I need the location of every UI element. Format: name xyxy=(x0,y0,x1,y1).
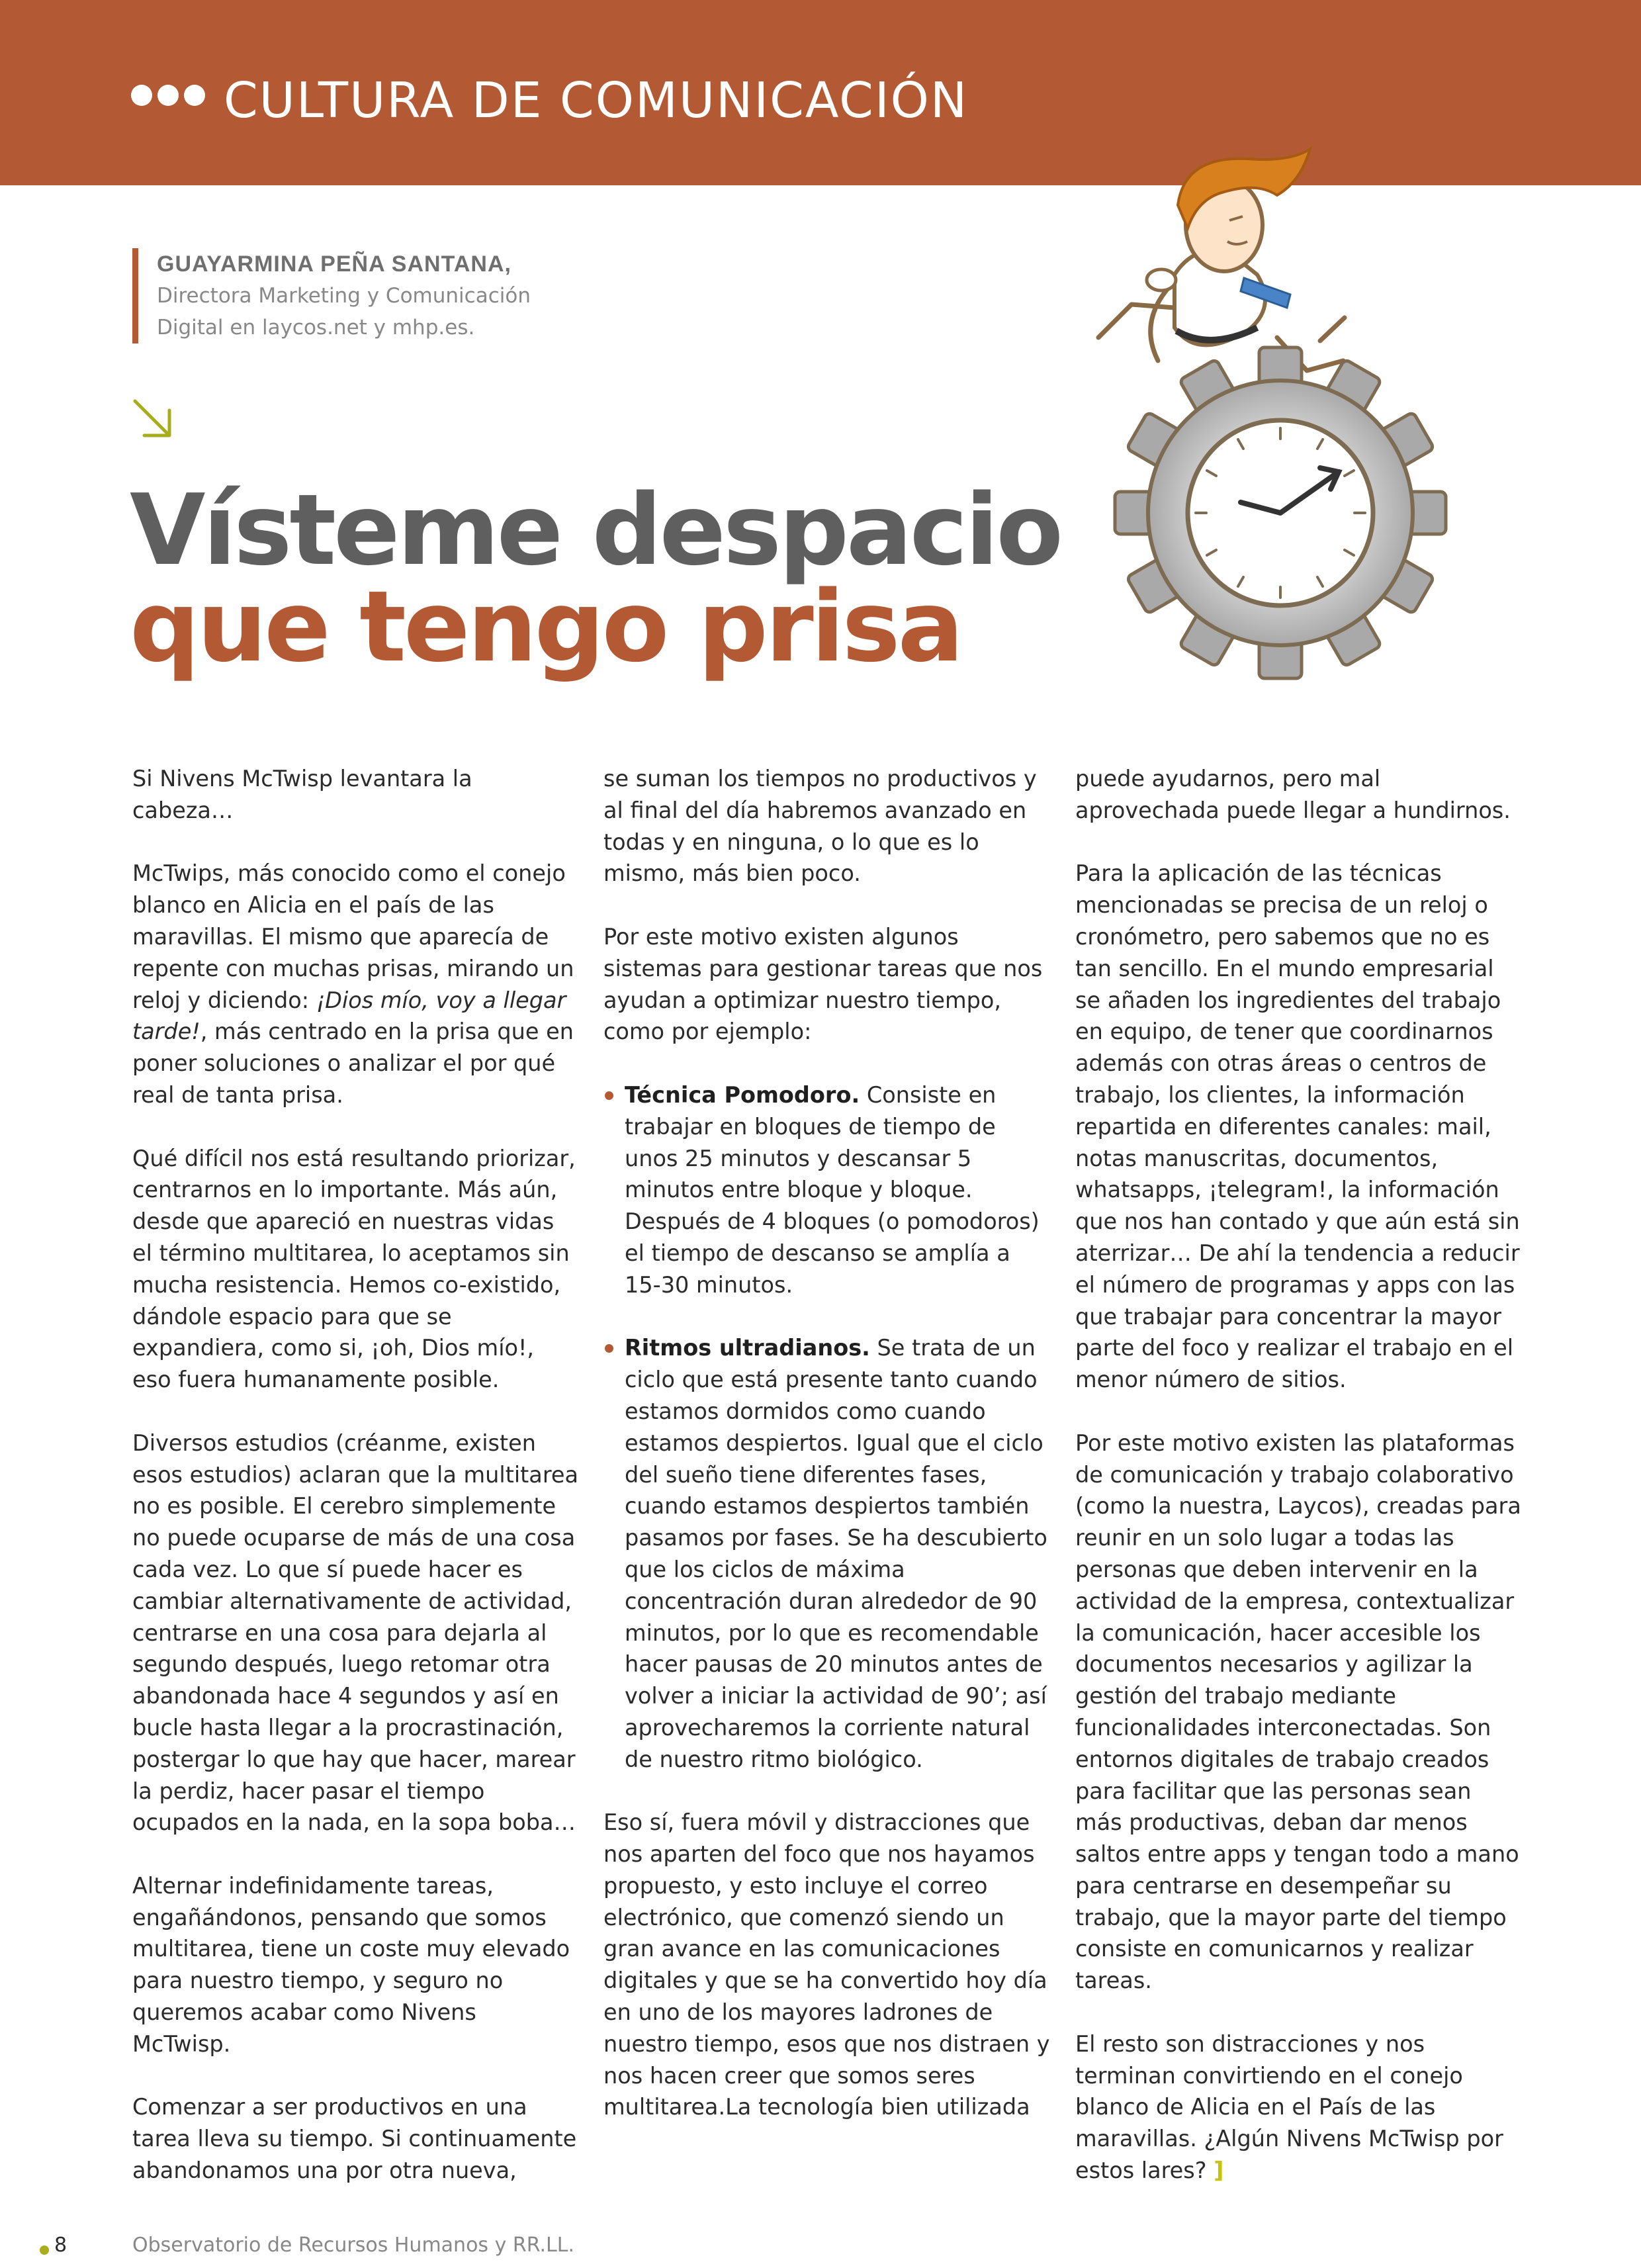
paragraph: Diversos estudios (créanme, existen esos estudios) aclaran que la multitarea no es posible. El cerebro simplemente no puede ocuparse de más de una cosa cada vez. Lo que sí puede hacer es cambiar alternativamente de actividad, centrarse en una cosa para dejarla al segundo después, luego retomar otra abandonada hace 4 segundos y así en bucle hasta llegar a la procrastinación, postergar lo que hay que hacer, marear la perdiz, hacer pasar el tiempo ocupados en la nada, en la sopa boba… xyxy=(132,1429,578,1836)
bullet-title: Ritmos ultradianos. xyxy=(625,1335,870,1361)
paragraph: McTwips, más conocido como el conejo blanco en Alicia en el país de las maravillas. El mismo que aparecía de repente con muchas prisas, mirando un reloj y diciendo: ¡Dios mío, voy a llegar tarde!, más centrado en la prisa que en poner soluciones o analizar el por qué real de tanta prisa. xyxy=(132,860,574,1108)
paragraph: Por este motivo existen algunos sistemas para gestionar tareas que nos ayudan a optimizar nuestro tiempo, como por ejemplo: xyxy=(603,923,1043,1045)
paragraph: Para la aplicación de las técnicas mencionadas se precisa de un reloj o cronómetro, pero sabemos que no es tan sencillo. En el mundo empresarial se añaden los ingredientes del trabajo en equipo, de tener que coordinarnos además con otras áreas o centros de trabajo, los clientes, la información repartida en diferentes canales: mail, notas manuscritas, documentos, whatsapps, ¡telegram!, la información que nos han contado y que aún está sin aterrizar… De ahí la tendencia a reducir el número de programas y apps con las que trabajar para concentrar la mayor parte del foco y realizar el trabajo en el menor número de sitios. xyxy=(1075,860,1520,1393)
bullet-title: Técnica Pomodoro. xyxy=(625,1081,860,1108)
article-column-3 xyxy=(1075,763,1522,2187)
footer-dot-icon xyxy=(40,2245,49,2255)
paragraph: Por este motivo existen las plataformas de comunicación y trabajo colaborativo (como la nuestra, Laycos), creadas para reunir en un solo lugar a todas las personas que deben intervenir en la actividad de la empresa, contextualizar la comunicación, hacer accesible los documentos necesarios y agilizar la gestión del trabajo mediante funcionalidades interconectadas. Son entornos digitales de trabajo creados para facilitar que las personas sean más productivas, deban dar menos saltos entre apps y tengan todo a mano para centrarse en desempeñar su trabajo, que la mayor parte del tiempo consiste en comunicarnos y realizar tareas. xyxy=(1075,1429,1521,1994)
headline-line2: que tengo prisa xyxy=(130,570,961,684)
paragraph: se suman los tiempos no productivos y al final del día habremos avanzado en todas y en ninguna, o lo que es lo mismo, más bien poco. xyxy=(603,766,1037,887)
paragraph: Eso sí, fuera móvil y distracciones que nos aparten del foco que nos hayamos propuesto, y esto incluye el correo electrónico, que comenzó siendo un gran avance en las comunicaciones digitales y que se ha convertido hoy día en uno de los mayores ladrones de nuestro tiempo, esos que nos distraen y nos hacen creer que somos seres multitarea.La tecnología bien utilizada xyxy=(603,1809,1050,2120)
arrow-down-right-icon xyxy=(131,397,177,443)
section-dots-icon xyxy=(131,85,205,109)
author-block xyxy=(132,248,620,343)
paragraph: puede ayudarnos, pero mal aprovechada puede llegar a hundirnos. xyxy=(1075,766,1511,823)
paragraph: El resto son distracciones y nos terminan convirtiendo en el conejo blanco de Alicia en el País de las maravillas. ¿Algún Nivens McTwisp por estos lares? ] xyxy=(1075,2030,1503,2184)
running-man-icon xyxy=(1098,149,1345,371)
headline xyxy=(130,473,1061,684)
bullet-item-ultradianos: Ritmos ultradianos. Se trata de un ciclo que está presente tanto cuando estamos dormidos como cuando estamos despiertos. Igual que el ciclo del sueño tiene diferentes fases, cuando estamos despiertos también pasamos por fases. Se ha descubierto que los ciclos de máxima concentración duran alrededor de 90 minutos, por lo que es recomendable hacer pausas de 20 minutos antes de volver a iniciar la actividad de 90’; así aprovecharemos la corriente natural de nuestro ritmo biológico. xyxy=(603,1332,1050,1775)
paragraph: Si Nivens McTwisp levantara la cabeza… xyxy=(132,766,472,823)
author-role-line2: Digital en laycos.net y mhp.es. xyxy=(157,316,475,340)
article-column-1 xyxy=(132,763,579,2187)
publication-name: Observatorio de Recursos Humanos y RR.LL. xyxy=(132,2234,574,2257)
page-number: 8 xyxy=(54,2234,67,2257)
gear-icon xyxy=(1115,347,1446,678)
headline-line1: Vísteme despacio xyxy=(130,473,1061,587)
paragraph: Comenzar a ser productivos en una tarea lleva su tiempo. Si continuamente abandonamos una por otra nueva, xyxy=(132,2094,577,2184)
running-man-clock-gear-illustration xyxy=(1059,142,1469,685)
author-role-line1: Directora Marketing y Comunicación xyxy=(157,284,531,308)
end-mark-icon: ] xyxy=(1214,2157,1224,2184)
author-name: GUAYARMINA PEÑA SANTANA, xyxy=(157,251,511,277)
paragraph: Alternar indefinidamente tareas, engañándonos, pensando que somos multitarea, tiene un coste muy elevado para nuestro tiempo, y seguro no queremos acabar como Nivens McTwisp. xyxy=(132,1872,570,2057)
paragraph: Qué difícil nos está resultando priorizar, centrarnos en lo importante. Más aún, desde que apareció en nuestras vidas el término multitarea, lo aceptamos sin mucha resistencia. Hemos co-existido, dándole espacio para que se expandiera, como si, ¡oh, Dios mío!, eso fuera humanamente posible. xyxy=(132,1145,576,1393)
article-column-2 xyxy=(603,763,1050,2123)
section-title: CULTURA DE COMUNICACIÓN xyxy=(224,72,969,129)
bullet-item-pomodoro: Técnica Pomodoro. Consiste en trabajar en bloques de tiempo de unos 25 minutos y descansar 5 minutos entre bloque y bloque. Después de 4 bloques (o pomodoros) el tiempo de descanso se amplía a 15-30 minutos. xyxy=(603,1079,1050,1301)
